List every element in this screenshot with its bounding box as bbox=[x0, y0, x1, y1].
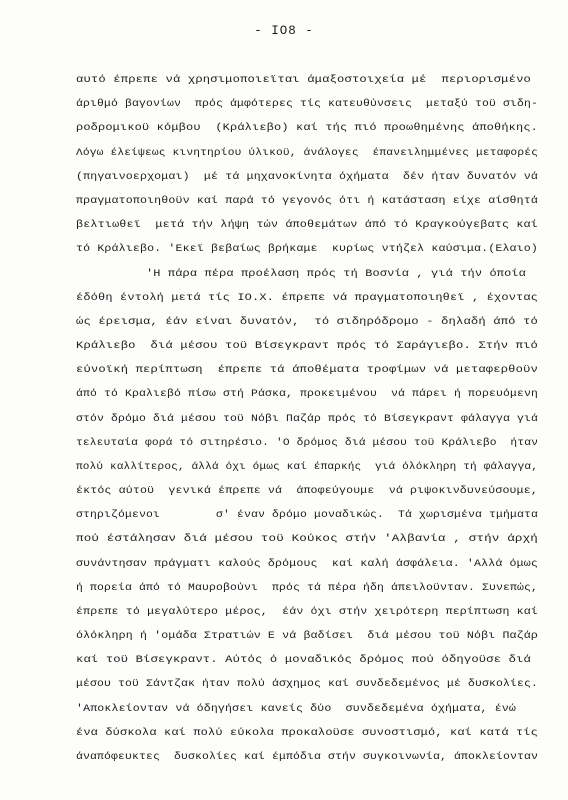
text-line: εύνοϊκή περίπτωση έπρεπε τά άποθέματα τροφίμων νά μεταφερθοϋν bbox=[76, 364, 538, 376]
text-line: Κράλιεβο διά μέσου τοϋ Βίσεγκραντ πρός τό Σαράγιεβο. Στήν πιό bbox=[76, 340, 538, 352]
text-line: άναπόφευκτες δυσκολίες καί έμπόδια στήν συγκοινωνία, άποκλείονταν bbox=[76, 751, 538, 763]
text-line: έπρεπε τό μεγαλύτερο μέρος, έάν όχι στήν χειρότερη περίπτωση καί bbox=[76, 606, 539, 618]
text-line: 'Αποκλείονταν νά όδηγήσει κανείς δύο συνδεδεμένα όχήματα, ένώ bbox=[76, 703, 517, 715]
page-number: - IO8 - bbox=[254, 24, 314, 38]
text-line: συνάντησαν πράγματι καλούς δρόμους καί καλή άσφάλεια. 'Αλλά όμως bbox=[76, 558, 539, 570]
text-line: (πηγαινοερχομαι) μέ τά μηχανοκίνητα όχήματα δέν ήταν δυνατόν νά bbox=[76, 171, 539, 183]
text-line: ώς έρεισμα, έάν είναι δυνατόν, τό σιδηρόδρομο - δηλαδή άπό τό bbox=[76, 316, 538, 328]
text-line: ή πορεία άπό τό Μαυροβούνι πρός τά πέρα ήδη άπειλοϋνταν. Συνεπώς, bbox=[76, 582, 538, 594]
text-line: όλόκληρη ή 'ομάδα Στρατιών Ε νά βαδίσει διά μέσου τοϋ Νόβι Παζάρ bbox=[76, 630, 539, 642]
text-line: στόν δρόμο διά μέσου τοϋ Νόβι Παζάρ πρός τό Βίσεγκραντ φάλαγγα γιά bbox=[76, 413, 538, 425]
text-line: πραγματοποιηθοϋν καί παρά τό γεγονός ότι ή κατάσταση είχε αίσθητά bbox=[76, 195, 539, 207]
text-line: άριθμό βαγονίων πρός άμφότερες τίς κατευθύνσεις μεταξύ τοϋ σιδη- bbox=[76, 98, 538, 110]
text-line: ένα δύσκολα καί πολύ εύκολα προκαλοϋσε συνοστισμό, καί κατά τίς bbox=[76, 727, 539, 739]
text-line: 'Η πάρα πέρα προέλαση πρός τή Βοσνία , γιά τήν όποία bbox=[146, 268, 526, 280]
text-line: άπό τό Κραλιεβό πίσω στή Ράσκα, προκειμένου νά πάρει ή πορευόμενη bbox=[76, 388, 538, 400]
text-line: καί τοϋ Βίσεγκραντ. Αύτός ό μοναδικός δρόμος πού όδηγοϋσε διά bbox=[76, 654, 531, 666]
text-line: μέσου τοϋ Σάντζακ ήταν πολύ άσχημος καί συνδεδεμένος μέ δυσκολίες. bbox=[76, 678, 538, 690]
text-line: στηριζόμενοι σ' έναν δρόμο μοναδικώς. Τά χωρισμένα τμήματα bbox=[76, 509, 538, 521]
text-line: έδόθη έντολή μετά τίς ΙΟ.Χ. έπρεπε νά πραγματοποιηθεϊ , έχοντας bbox=[76, 292, 539, 304]
text-line: Λόγω έλείψεως κινητηρίου ύλικοϋ, άνάλογες έπανειλημμένες μεταφορές bbox=[76, 147, 539, 159]
text-line: τό Κράλιεβο. 'Εκεϊ βεβαίως βρήκαμε κυρίως ντήζελ καύσιμα.(Ελαιο) bbox=[76, 243, 539, 255]
text-line: έκτός αύτοϋ γενικά έπρεπε νά άποφεύγουμε νά ριψοκινδυνεύσουμε, bbox=[76, 485, 539, 497]
text-line: πολύ καλλίτερος, άλλά όχι όμως καί έπαρκής γιά όλόκληρη τή φάλαγγα, bbox=[76, 461, 539, 473]
text-line: ροδρομικοϋ κόμβου (Κράλιεβο) καί τής πιό προωθημένης άποθήκης. bbox=[76, 122, 539, 134]
text-line: πού έστάλησαν διά μέσου τοϋ Κούκος στήν 'Αλβανία , στήν άρχή bbox=[76, 533, 539, 545]
text-line: βελτιωθεϊ μετά τήν λήψη τών άποθεμάτων άπό τό Κραγκούγεβατς καί bbox=[76, 219, 539, 231]
text-line: αυτό έπρεπε νά χρησιμοποιεϊται άμαξοστοιχεία μέ περιορισμένο bbox=[76, 74, 531, 86]
text-line: τελευταία φορά τό σιτηρέσιο. 'Ο δρόμος διά μέσου τοϋ Κράλιεβο ήταν bbox=[76, 437, 539, 449]
